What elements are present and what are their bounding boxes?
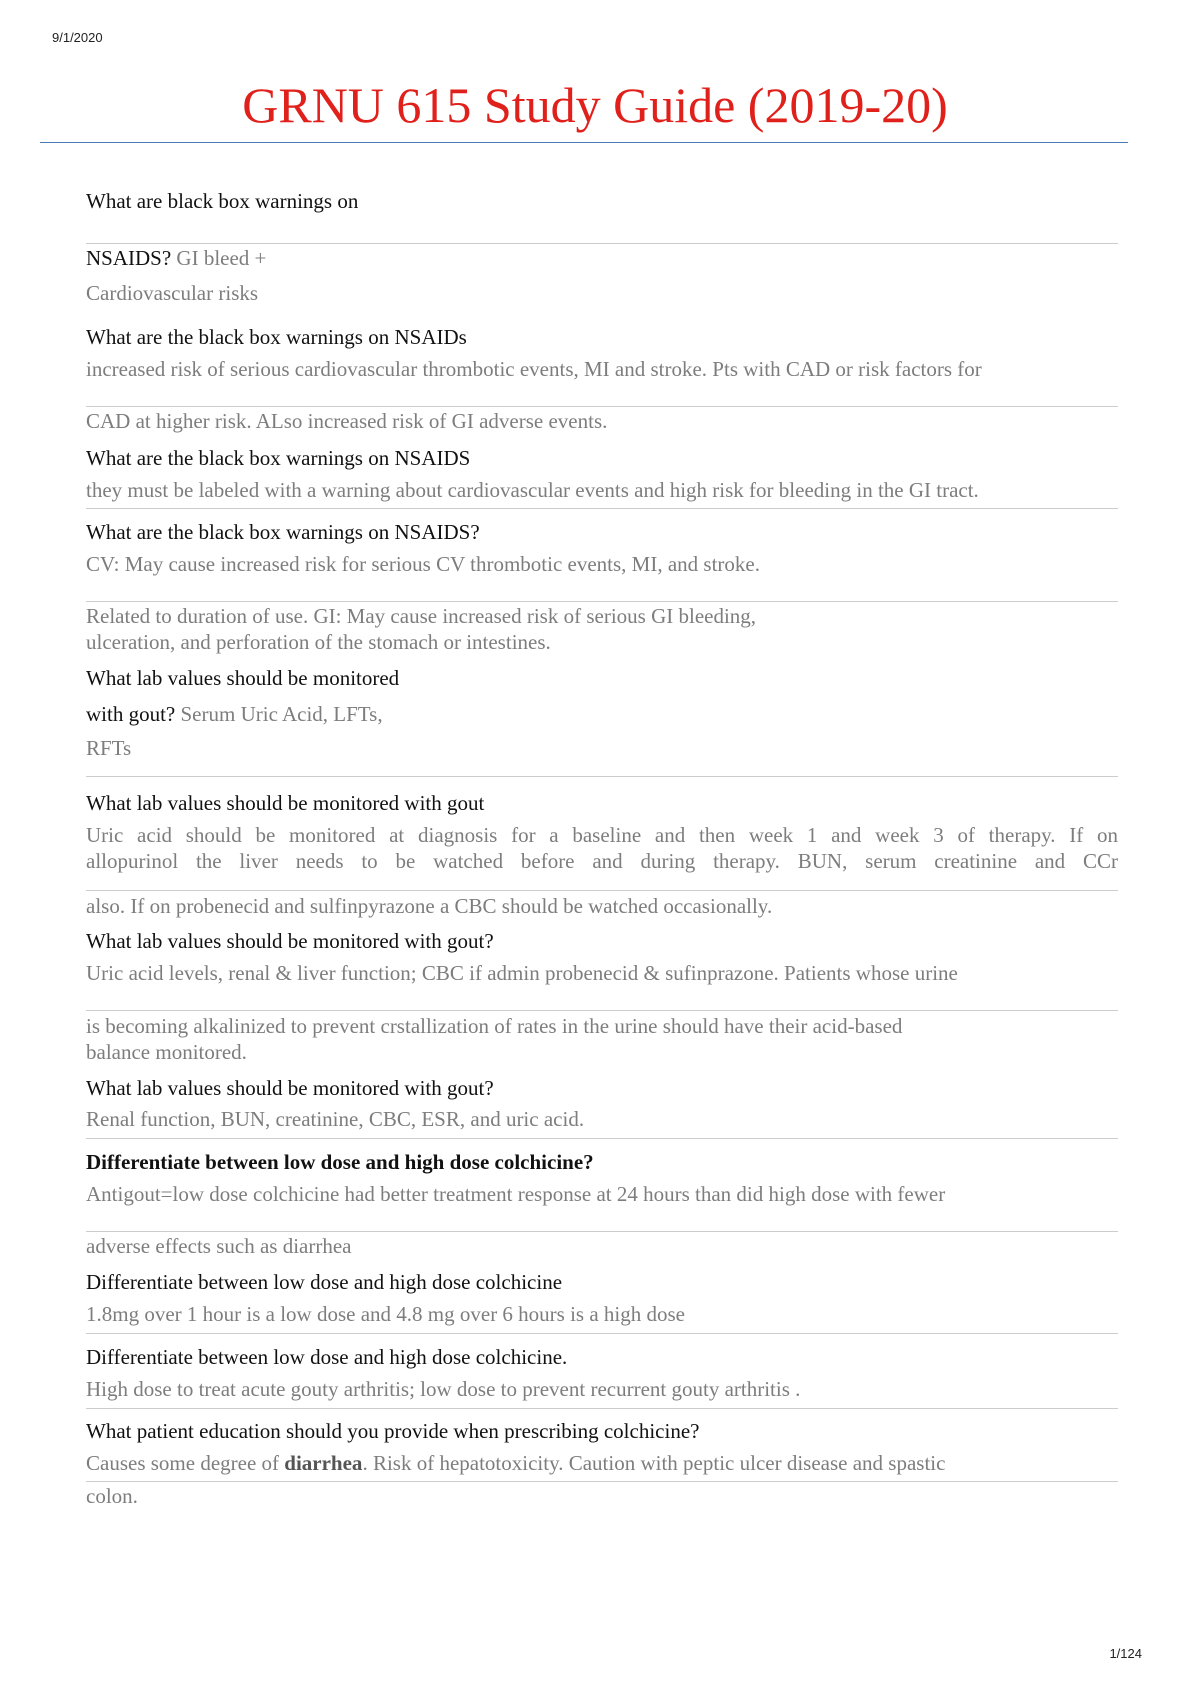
page-number: 1/124 <box>1109 1646 1142 1661</box>
card-11-answer-line-1: High dose to treat acute gouty arthritis; low dose to prevent recurrent gouty arthritis . <box>86 1377 801 1401</box>
card-5-answer-line-1: Serum Uric Acid, LFTs, <box>180 702 383 726</box>
card-4-answer-line-3: ulceration, and perforation of the stomach or intestines. <box>86 630 551 654</box>
card-3-question: What are the black box warnings on NSAIDS <box>86 446 471 470</box>
print-date: 9/1/2020 <box>52 30 103 45</box>
card-4-answer-line-2: Related to duration of use. GI: May cause increased risk of serious GI bleeding, <box>86 604 757 628</box>
card-1-question-line-1: What are black box warnings on <box>86 189 359 213</box>
card-12-answer-emphasis: diarrhea <box>284 1451 363 1475</box>
card-5-line-2 <box>86 700 1126 728</box>
card-1-line-2 <box>86 244 1126 272</box>
card-5-question-line-1: What lab values should be monitored <box>86 666 400 690</box>
divider <box>86 1010 1118 1011</box>
card-8-question: What lab values should be monitored with gout? <box>86 1076 494 1100</box>
card-4-answer-line-1: CV: May cause increased risk for serious CV thrombotic events, MI, and stroke. <box>86 552 760 576</box>
card-5-question-line-2: with gout? <box>86 702 176 726</box>
card-11-question: Differentiate between low dose and high dose colchicine. <box>86 1345 568 1369</box>
title-divider <box>40 142 1128 143</box>
divider <box>86 1138 1118 1139</box>
card-2-answer-line-2: CAD at higher risk. ALso increased risk of GI adverse events. <box>86 409 608 433</box>
card-7-answer-line-2: is becoming alkalinized to prevent crstallization of rates in the urine should have their acid-based <box>86 1014 903 1038</box>
page-title: GRNU 615 Study Guide (2019-20) <box>242 77 948 133</box>
divider <box>86 776 1118 777</box>
divider <box>86 890 1118 891</box>
divider <box>86 1408 1118 1409</box>
card-1-question-line-2: NSAIDS? <box>86 246 172 270</box>
card-10-answer-line-1: 1.8mg over 1 hour is a low dose and 4.8 mg over 6 hours is a high dose <box>86 1302 686 1326</box>
divider <box>86 508 1118 509</box>
card-1-answer-line-2: Cardiovascular risks <box>86 281 259 305</box>
card-12-answer-line-1 <box>86 1449 1126 1477</box>
card-7-question: What lab values should be monitored with gout? <box>86 929 494 953</box>
card-7-answer-line-3: balance monitored. <box>86 1040 247 1064</box>
card-1-answer-line-1: GI bleed + <box>176 246 267 270</box>
divider <box>86 1333 1118 1334</box>
card-9-question: Differentiate between low dose and high dose colchicine? <box>86 1150 594 1174</box>
card-5-answer-line-2: RFTs <box>86 736 132 760</box>
card-9-answer-line-1: Antigout=low dose colchicine had better treatment response at 24 hours than did high dose with fewer <box>86 1182 946 1206</box>
card-2-answer-line-1: increased risk of serious cardiovascular thrombotic events, MI and stroke. Pts with CAD or risk factors for <box>86 357 982 381</box>
card-12-answer-line-2: colon. <box>86 1484 138 1508</box>
card-6-question: What lab values should be monitored with gout <box>86 791 485 815</box>
card-2-question: What are the black box warnings on NSAIDs <box>86 325 467 349</box>
card-9-answer-line-2: adverse effects such as diarrhea <box>86 1234 352 1258</box>
card-7-answer-line-1: Uric acid levels, renal & liver function; CBC if admin probenecid & sufinprazone. Patients whose urine <box>86 961 958 985</box>
card-8-answer-line-1: Renal function, BUN, creatinine, CBC, ESR, and uric acid. <box>86 1107 585 1131</box>
card-12-answer-pre: Causes some degree of <box>86 1451 280 1475</box>
card-10-question: Differentiate between low dose and high dose colchicine <box>86 1270 563 1294</box>
card-6-answer-line-2: allopurinol the liver needs to be watched before and during therapy. BUN, serum creatinine and CCr <box>86 849 1118 873</box>
card-12-question: What patient education should you provide when prescribing colchicine? <box>86 1419 700 1443</box>
card-12-answer-post: . Risk of hepatotoxicity. Caution with peptic ulcer disease and spastic <box>362 1451 946 1475</box>
card-3-answer-line-1: they must be labeled with a warning about cardiovascular events and high risk for bleeding in the GI tract. <box>86 478 979 502</box>
card-6-answer-line-1: Uric acid should be monitored at diagnosis for a baseline and then week 1 and week 3 of therapy. If on <box>86 823 1118 847</box>
card-4-question: What are the black box warnings on NSAIDS? <box>86 520 480 544</box>
card-6-answer-line-3: also. If on probenecid and sulfinpyrazone a CBC should be watched occasionally. <box>86 894 773 918</box>
